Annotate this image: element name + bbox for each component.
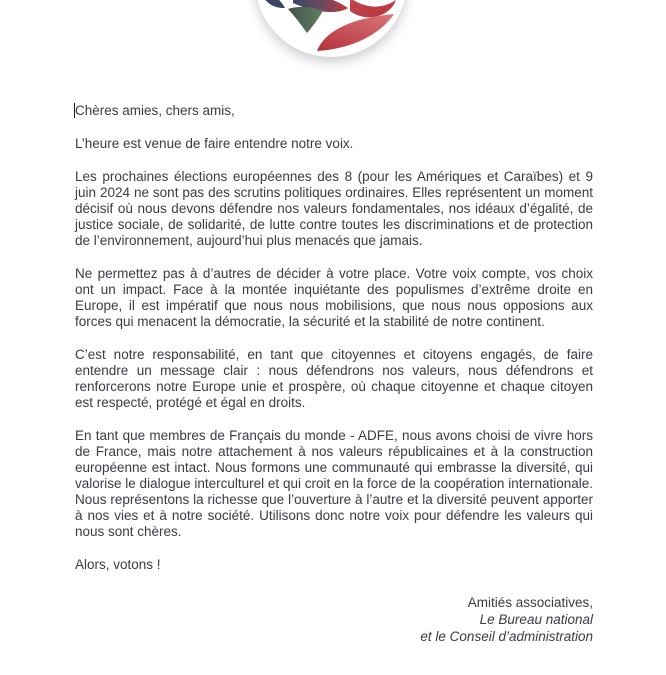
- salutation-text: Chères amies, chers amis,: [75, 103, 235, 118]
- paragraph-mobilisation: Ne permettez pas à d’autres de décider à votre place. Votre voix compte, vos choix ont un impact. Face à la montée inquiétante des populismes d’extrême droite en Europe, il est impératif que nous nous mobilisions, que nous nous opposions aux forces qui menacent la démocratie, la sécurité et la stabilité de notre continent.: [75, 266, 593, 329]
- paragraph-responsabilite: C’est notre responsabilité, en tant que citoyennes et citoyens engagés, de faire entendre un message clair : nous défendrons nos valeurs, nous défendrons et renforcerons notre Europe unie et prospère, où chaque citoyenne et chaque citoyen est respecté, protégé et égal en droits.: [75, 347, 593, 410]
- intro-line: L’heure est venue de faire entendre notre voix.: [75, 136, 354, 151]
- signature-bureau: Le Bureau national: [479, 612, 593, 627]
- salutation: [75, 103, 593, 119]
- closing-line: Alors, votons !: [75, 557, 161, 572]
- letter-body: [75, 103, 593, 590]
- org-logo: [255, 0, 407, 57]
- paragraph-elections: Les prochaines élections européennes des 8 (pour les Amériques et Caraïbes) et 9 juin 2024 ne sont pas des scrutins politiques ordinaires. Elles représentent un moment décisif où nous devons défendre nos valeurs fondamentales, nos idéaux d’égalité, de justice sociale, de solidarité, de lutte contre toutes les discriminations et de protection de l’environnement, aujourd’hui plus menacés que jamais.: [75, 169, 593, 248]
- signature-block: [420, 594, 593, 645]
- text-cursor[interactable]: [74, 103, 75, 118]
- signature-conseil: et le Conseil d’administration: [420, 629, 593, 644]
- org-logo-bird-icon: [255, 0, 407, 57]
- signature-greeting: Amitiés associatives,: [467, 595, 593, 610]
- paragraph-communaute: En tant que membres de Français du monde - ADFE, nous avons choisi de vivre hors de France, mais notre attachement à nos valeurs républicaines et à la construction européenne est intact. Nous formons une communauté qui embrasse la diversité, qui valorise le dialogue interculturel et qui croit en la force de la coopération internationale. Nous représentons la richesse que l’ouverture à l’autre et la diversité peuvent apporter à nos vies et à notre société. Utilisons donc notre voix pour défendre les valeurs qui nous sont chères.: [75, 428, 593, 539]
